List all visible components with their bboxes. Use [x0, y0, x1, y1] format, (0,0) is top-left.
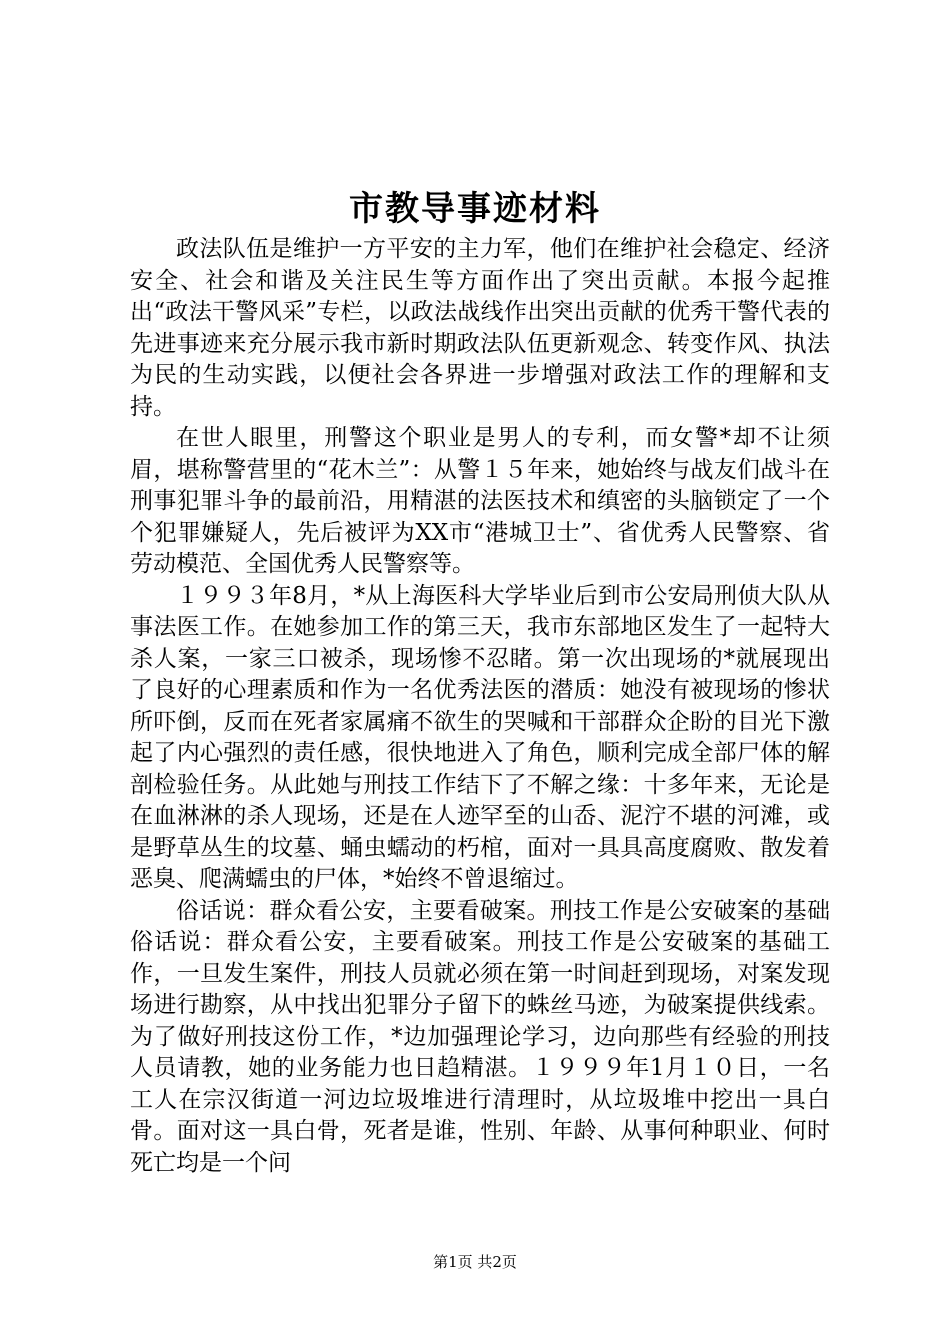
paragraph-1: 政法队伍是维护一方平安的主力军，他们在维护社会稳定、经济安全、社会和谐及关注民生等方面作出了突出贡献。本报今起推出“政法干警风采”专栏，以政法战线作出突出贡献的优秀干警代表的先进事迹来充分展示我市新时期政法队伍更新观念、转变作风、执法为民的生动实践，以便社会各界进一步增强对政法工作的理解和支持。 [130, 236, 830, 420]
paragraph-2: 在世人眼里，刑警这个职业是男人的专利，而女警*却不让须眉，堪称警营里的“花木兰”：从警１５年来，她始终与战友们战斗在刑事犯罪斗争的最前沿，用精湛的法医技术和缜密的头脑锁定了一个个犯罪嫌疑人，先后被评为XX市“港城卫士”、省优秀人民警察、省劳动模范、全国优秀人民警察等。 [130, 425, 830, 577]
document-body [130, 234, 830, 1179]
paragraph-4: 俗话说：群众看公安，主要看破案。刑技工作是公安破案的基础俗话说：群众看公安，主要看破案。刑技工作是公安破案的基础工作，一旦发生案件，刑技人员就必须在第一时间赶到现场，对案发现场进行勘察，从中找出犯罪分子留下的蛛丝马迹，为破案提供线索。为了做好刑技这份工作，*边加强理论学习，边向那些有经验的刑技人员请教，她的业务能力也日趋精湛。１９９９年1月１０日，一名工人在宗汉街道一河边垃圾堆进行清理时，从垃圾堆中挖出一具白骨。面对这一具白骨，死者是谁，性别、年龄、从事何种职业、何时死亡均是一个问 [130, 897, 830, 1176]
document-title: 市教导事迹材料 [349, 189, 601, 229]
page-footer: 第1页 共2页 [433, 1253, 517, 1271]
paragraph-3: １９９３年8月，*从上海医科大学毕业后到市公安局刑侦大队从事法医工作。在她参加工作的第三天，我市东部地区发生了一起特大杀人案，一家三口被杀，现场惨不忍睹。第一次出现场的*就展现出了良好的心理素质和作为一名优秀法医的潜质：她没有被现场的惨状所吓倒，反而在死者家属痛不欲生的哭喊和干部群众企盼的目光下激起了内心强烈的责任感，很快地进入了角色，顺利完成全部尸体的解剖检验任务。从此她与刑技工作结下了不解之缘：十多年来，无论是在血淋淋的杀人现场，还是在人迹罕至的山岙、泥泞不堪的河滩，或是野草丛生的坟墓、蛹虫蠕动的朽棺，面对一具具高度腐败、散发着恶臭、爬满蠕虫的尸体，*始终不曾退缩过。 [130, 582, 830, 892]
